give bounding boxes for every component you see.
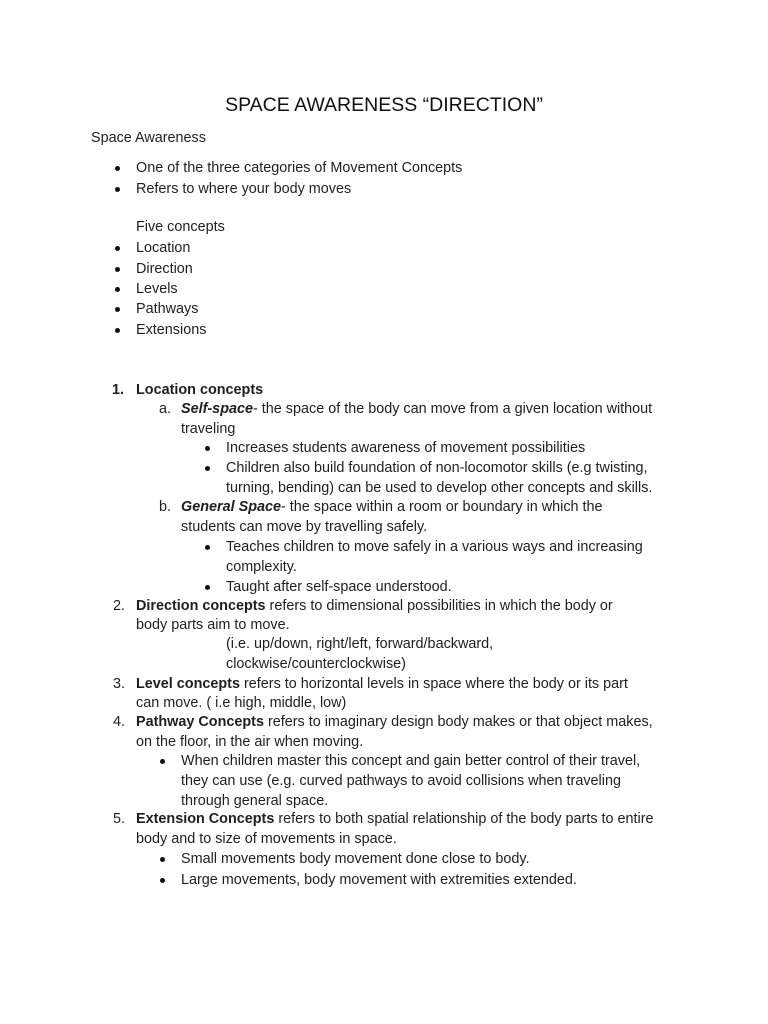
direction-examples-cont: clockwise/counterclockwise)	[226, 656, 406, 672]
self-space-line	[181, 399, 652, 419]
sub-bullet-cont: complexity.	[226, 559, 297, 575]
extension-bullet: Small movements body movement done close to body.	[181, 851, 530, 867]
list-letter: a.	[159, 401, 172, 417]
bullet-icon	[115, 187, 120, 192]
bullet-icon	[160, 857, 165, 862]
intro-bullet: Refers to where your body moves	[136, 181, 352, 197]
bullet-icon	[205, 545, 210, 550]
bullet-icon	[205, 446, 210, 451]
concept-item: Levels	[136, 281, 178, 297]
self-space-text-cont: traveling	[181, 421, 236, 437]
section-title-extension: Extension Concepts	[136, 811, 275, 827]
general-space-line	[181, 497, 603, 517]
direction-examples: (i.e. up/down, right/left, forward/backward,	[226, 636, 494, 652]
sub-bullet: Teaches children to move safely in a various ways and increasing	[226, 539, 643, 555]
sub-bullet: Taught after self-space understood.	[226, 579, 452, 595]
section-title-direction: Direction concepts	[136, 598, 266, 614]
self-space-text: - the space of the body can move from a given location without	[253, 401, 653, 417]
term-self-space: Self-space	[181, 401, 253, 417]
extension-line	[136, 809, 654, 829]
section-number: 5.	[113, 811, 126, 827]
pathway-line	[136, 712, 653, 732]
intro-heading: Space Awareness	[91, 130, 206, 146]
extension-text-cont: body and to size of movements in space.	[136, 831, 397, 847]
general-space-text-cont: students can move by travelling safely.	[181, 519, 428, 535]
pathway-bullet-cont: through general space.	[181, 793, 329, 809]
concept-item: Direction	[136, 261, 193, 277]
bullet-icon	[160, 878, 165, 883]
concept-item: Extensions	[136, 322, 207, 338]
direction-text-cont: body parts aim to move.	[136, 617, 290, 633]
sub-bullet: Increases students awareness of movement possibilities	[226, 440, 586, 456]
bullet-icon	[115, 166, 120, 171]
pathway-bullet-cont: they can use (e.g. curved pathways to avoid collisions when traveling	[181, 773, 621, 789]
section-number: 1.	[112, 382, 125, 398]
bullet-icon	[115, 287, 120, 292]
section-title-location: Location concepts	[136, 382, 264, 398]
list-letter: b.	[159, 499, 172, 515]
level-text-cont: can move. ( i.e high, middle, low)	[136, 695, 347, 711]
bullet-icon	[205, 585, 210, 590]
level-line	[136, 674, 628, 694]
bullet-icon	[160, 759, 165, 764]
direction-text: refers to dimensional possibilities in which the body or	[265, 598, 613, 614]
concept-item: Pathways	[136, 301, 199, 317]
extension-bullet: Large movements, body movement with extremities extended.	[181, 872, 577, 888]
intro-bullet: One of the three categories of Movement Concepts	[136, 160, 463, 176]
sub-bullet: Children also build foundation of non-locomotor skills (e.g twisting,	[226, 460, 648, 476]
bullet-icon	[115, 267, 120, 272]
term-general-space: General Space	[181, 499, 281, 515]
general-space-text: - the space within a room or boundary in which the	[281, 499, 603, 515]
bullet-icon	[115, 328, 120, 333]
section-number: 3.	[113, 676, 126, 692]
level-text: refers to horizontal levels in space where the body or its part	[239, 676, 628, 692]
page-title: SPACE AWARENESS “DIRECTION”	[225, 94, 543, 116]
pathway-text: refers to imaginary design body makes or that object makes,	[263, 714, 653, 730]
bullet-icon	[115, 246, 120, 251]
bullet-icon	[115, 307, 120, 312]
pathway-bullet: When children master this concept and gain better control of their travel,	[181, 753, 641, 769]
bullet-icon	[205, 466, 210, 471]
pathway-text-cont: on the floor, in the air when moving.	[136, 734, 364, 750]
section-number: 4.	[113, 714, 126, 730]
five-concepts-label: Five concepts	[136, 219, 225, 235]
section-number: 2.	[113, 598, 126, 614]
sub-bullet-cont: turning, bending) can be used to develop other concepts and skills.	[226, 480, 653, 496]
section-title-pathway: Pathway Concepts	[136, 714, 264, 730]
concept-item: Location	[136, 240, 191, 256]
section-title-level: Level concepts	[136, 676, 240, 692]
direction-line	[136, 596, 613, 616]
extension-text: refers to both spatial relationship of the body parts to entire	[274, 811, 654, 827]
